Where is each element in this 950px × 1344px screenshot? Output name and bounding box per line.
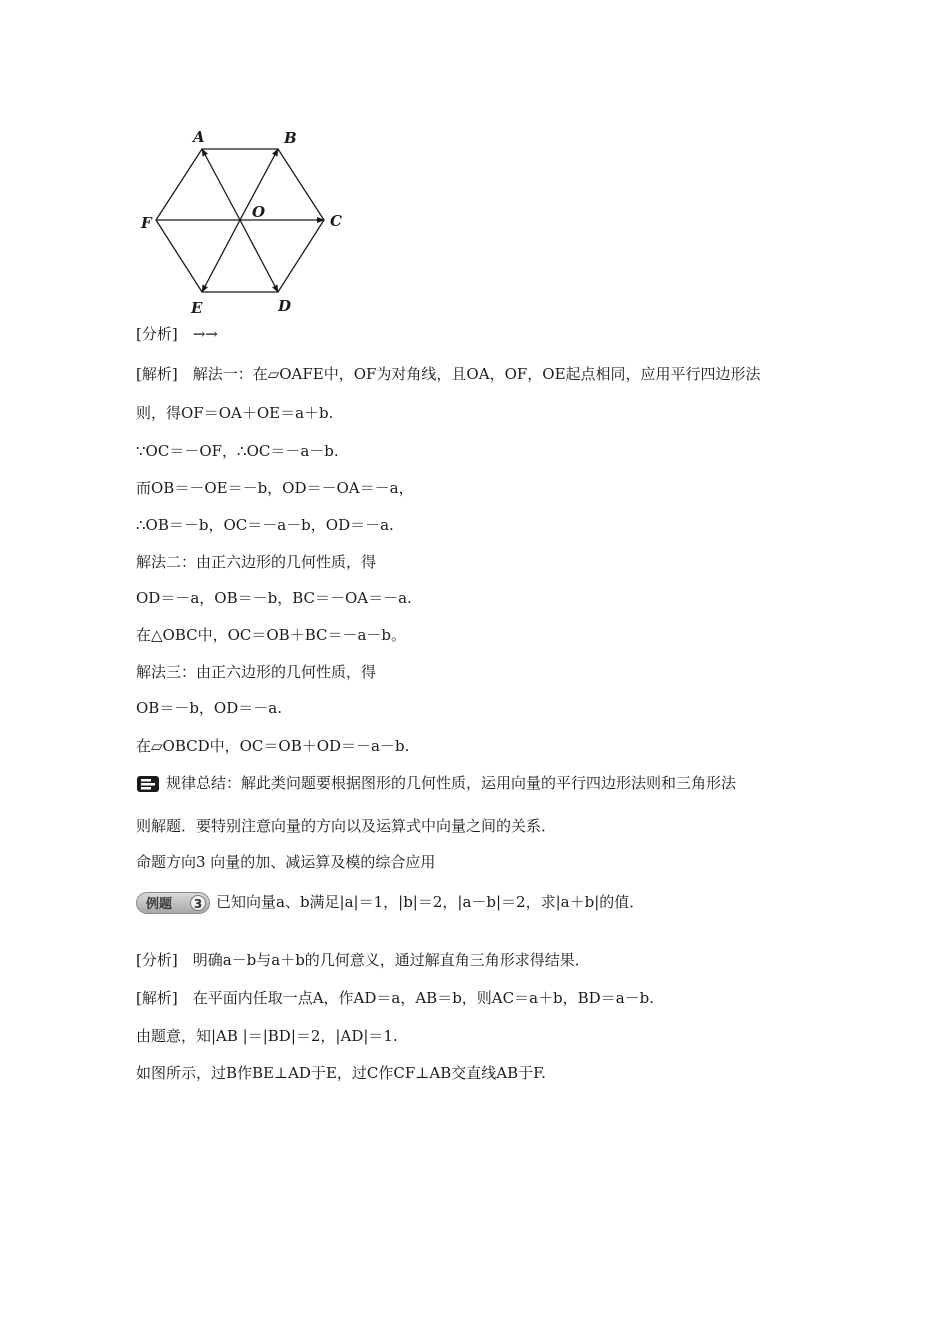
vector-OE — [202, 220, 240, 292]
rule-summary-icon — [136, 775, 160, 793]
label-A: A — [193, 128, 205, 146]
example-badge — [136, 892, 210, 914]
text-line: 在△OBC中，OC＝OB＋BC＝－a－b。 — [136, 626, 407, 644]
text-line: [解析] 在平面内任取一点A，作AD＝a，AB＝b，则AC＝a＋b，BD＝a－b. — [136, 989, 655, 1007]
hexagon-figure — [135, 122, 355, 322]
text-line: OD＝－a，OB＝－b，BC＝－OA＝－a. — [136, 589, 412, 607]
text-line: [分析] 明确a－b与a＋b的几何意义，通过解直角三角形求得结果． — [136, 951, 590, 969]
text-line: ∴OB＝－b，OC＝－a－b，OD＝－a. — [136, 516, 394, 534]
label-D: D — [278, 297, 292, 315]
section-heading: 命题方向3 向量的加、减运算及模的综合应用 — [136, 853, 436, 871]
example-badge-text: 例题 — [146, 897, 173, 912]
text-line: 则，得OF＝OA＋OE＝a＋b. — [136, 404, 334, 422]
vector-OA — [202, 149, 240, 220]
text-line: 而OB＝－OE＝－b，OD＝－OA＝－a， — [136, 479, 414, 497]
label-E: E — [191, 299, 203, 317]
example-line — [136, 892, 644, 914]
label-F: F — [141, 214, 152, 232]
text-line: ∵OC＝－OF，∴OC＝－a－b. — [136, 442, 339, 460]
summary-text: 规律总结：解此类问题要根据图形的几何性质，运用向量的平行四边形法则和三角形法 — [166, 774, 737, 792]
vector-OD — [240, 220, 278, 292]
label-C: C — [330, 212, 342, 230]
text-line: 解法二：由正六边形的几何性质，得 — [136, 553, 377, 571]
label-B: B — [284, 129, 297, 147]
text-line: 在▱OBCD中，OC＝OB＋OD＝－a－b. — [136, 737, 410, 755]
example-badge-number: 3 — [190, 895, 206, 911]
text-line: 则解题．要特别注意向量的方向以及运算式中向量之间的关系． — [136, 817, 557, 835]
text-line: 由题意，知|AB |＝|BD|＝2，|AD|＝1. — [136, 1027, 398, 1045]
text-line: [分析] →→ — [136, 325, 218, 343]
text-line: 如图所示，过B作BE⊥AD于E，过C作CF⊥AB交直线AB于F. — [136, 1064, 546, 1082]
summary-line — [136, 773, 736, 793]
text-line: OB＝－b，OD＝－a. — [136, 699, 282, 717]
text-line: 解法三：由正六边形的几何性质，得 — [136, 663, 377, 681]
label-O: O — [252, 203, 266, 221]
text-line: [解析] 解法一：在▱OAFE中，OF为对角线，且OA，OF，OE起点相同，应用平行四边形法 — [136, 365, 761, 383]
example-text: 已知向量a、b满足|a|＝1，|b|＝2，|a－b|＝2，求|a＋b|的值． — [216, 893, 645, 911]
